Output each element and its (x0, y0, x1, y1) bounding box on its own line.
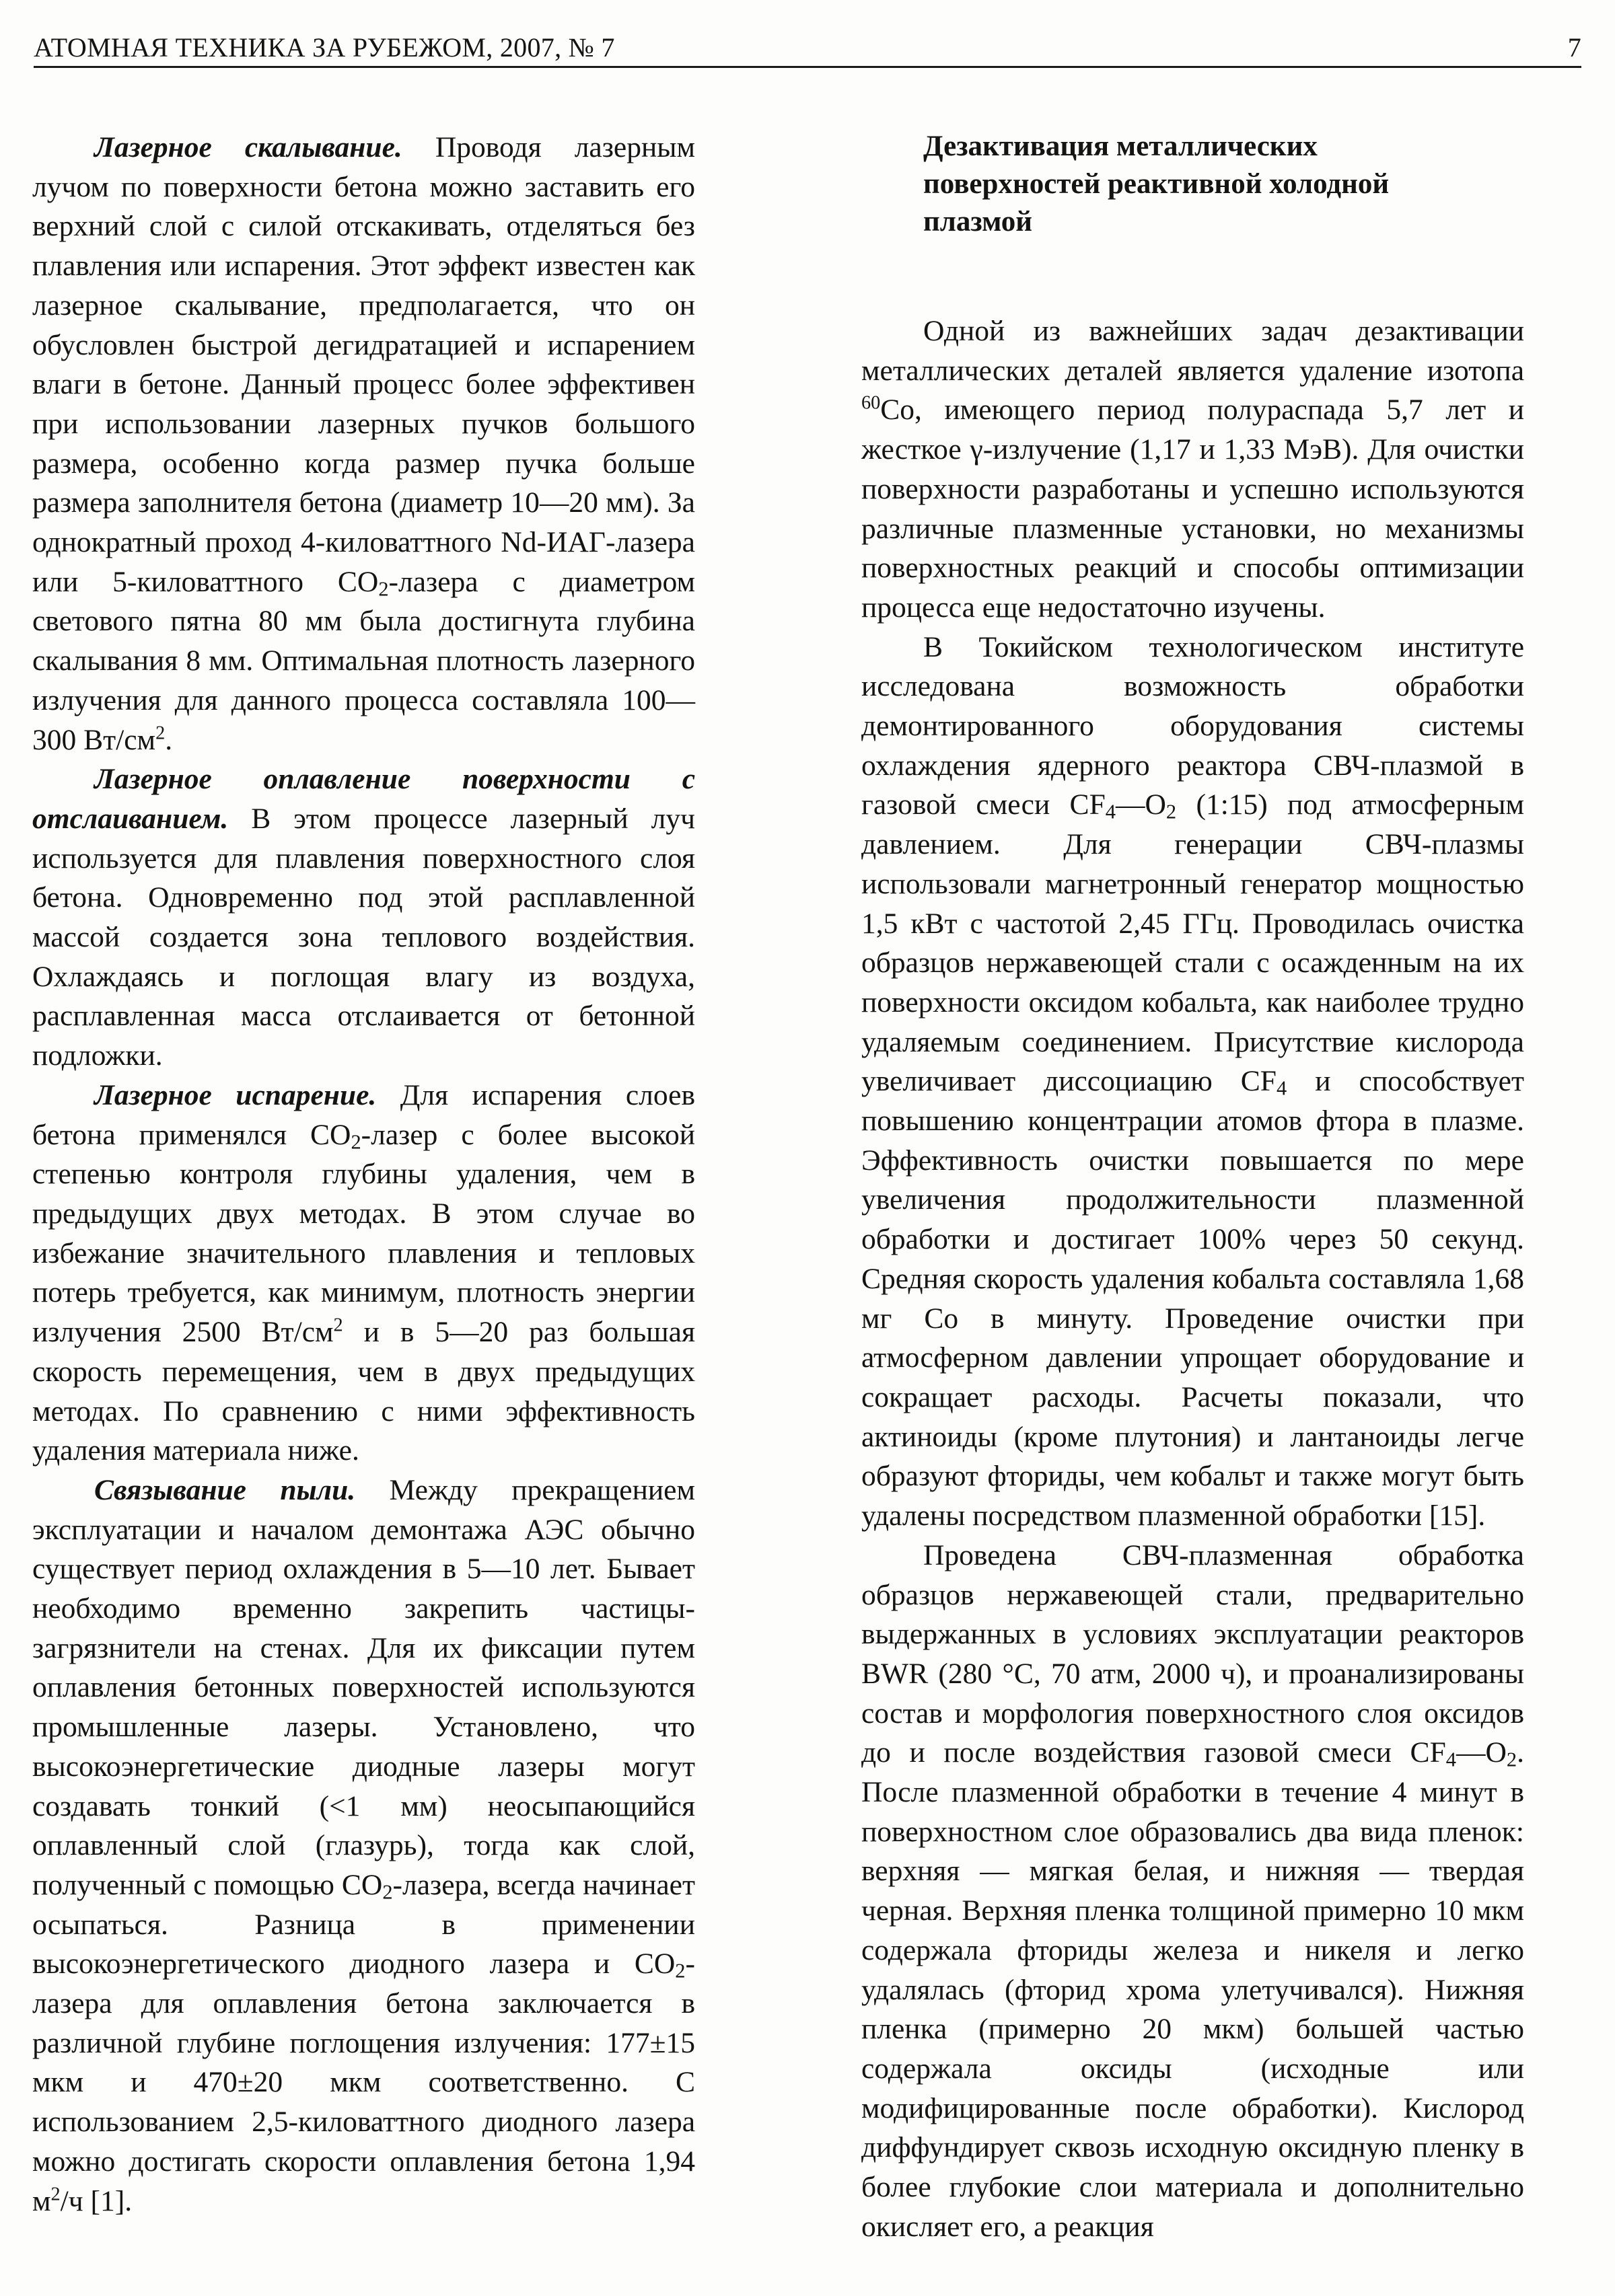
runin-heading: Связывание пыли. (94, 1473, 356, 1506)
paragraph-laser-scabbling: Лазерное скалывание. Проводя лазерным лучом по поверхности бетона можно заставить его верхний слой с силой отскакивать, отделяться без плавления или испарения. Этот эффект известен как лазерное скалывание, предполагается, что он обусловлен быстрой дегидратацией и испарением влаги в бетоне. Данный процесс более эффективен при использовании лазерных пучков большого размера, особенно когда размер пучка больше размера заполнителя бетона (диаметр 10—20 мм). За однократный проход 4-киловаттного Nd-ИАГ-лазера или 5-киловаттного $СО_2$-лазера с диаметром светового пятна 80 мм была достигнута глубина скалывания 8 мм. Оптимальная плотность лазерного излучения для данного процесса составляла 100—300 $Вт/см^2$. (32, 131, 695, 756)
runin-heading: Лазерное скалывание. (94, 131, 402, 163)
right-column (861, 128, 1524, 2246)
journal-title: АТОМНАЯ ТЕХНИКА ЗА РУБЕЖОМ, 2007, № 7 (34, 32, 615, 63)
running-header (34, 20, 1581, 68)
runin-heading: Лазерное оплавление поверхности с отслаиванием. (32, 763, 695, 835)
paragraph-tokyo-institute: В Токийском технологическом институте исследована возможность обработки демонтированного оборудования системы охлаждения ядерного реактора СВЧ-плазмой в газовой смеси $CF_4—O_2$ (1:15) под атмосферным давлением. Для генерации СВЧ-плазмы использовали магнетронный генератор мощностью 1,5 кВт с частотой 2,45 ГГц. Проводилась очистка образцов нержавеющей стали с осажденным на их поверхности оксидом кобальта, как наиболее трудно удаляемым соединением. Присутствие кислорода увеличивает диссоциацию $CF_4$ и способствует повышению концентрации атомов фтора в плазме. Эффективность очистки повышается по мере увеличения продолжительности плазменной обработки и достигает 100% через 50 секунд. Средняя скорость удаления кобальта составляла 1,68 мг Со в минуту. Проведение очистки при атмосферном давлении упрощает оборудование и сокращает расходы. Расчеты показали, что актиноиды (кроме плутония) и лантаноиды легче образуют фториды, чем кобальт и также могут быть удалены посредством плазменной обработки [15]. (861, 630, 1524, 1532)
paragraph-laser-melting-spalling: Лазерное оплавление поверхности с отслаиванием. В этом процессе лазерный луч используется для плавления поверхностного слоя бетона. Одновременно под этой расплавленной массой создается зона теплового воздействия. Охлаждаясь и поглощая влагу из воздуха, расплавленная масса отслаивается от бетонной подложки. (32, 763, 695, 1072)
paragraph-co60-removal: Одной из важнейших задач дезактивации металлических деталей является удаление изотопа $^{60}$Со, имеющего период полураспада 5,7 лет и жесткое γ-излучение (1,17 и 1,33 МэВ). Для очистки поверхности разработаны и успешно используются различные плазменные установки, но механизмы поверхностных реакций и способы оптимизации процесса еще недостаточно изучены. (861, 315, 1524, 624)
left-column (32, 128, 695, 2221)
runin-heading: Лазерное испарение. (94, 1078, 377, 1111)
section-title: Дезактивация металлических поверхностей реактивной холодной плазмой (923, 131, 1390, 237)
paragraph-microwave-plasma-treatment: Проведена СВЧ-плазменная обработка образцов нержавеющей стали, предварительно выдержанных в условиях эксплуатации реакторов BWR (280 °С, 70 атм, 2000 ч), и проанализированы состав и морфология поверхностного слоя оксидов до и после воздействия газовой смеси $CF_4—O_2$. После плазменной обработки в течение 4 минут в поверхностном слое образовались два вида пленок: верхняя — мягкая белая, и нижняя — твердая черная. Верхняя пленка толщиной примерно 10 мкм содержала фториды железа и никеля и легко удалялась (фторид хрома улетучивался). Нижняя пленка (примерно 20 мкм) большей частью содержала оксиды (исходные или модифицированные после обработки). Кислород диффундирует сквозь исходную оксидную пленку в более глубокие слои материала и дополнительно окисляет его, а реакция (861, 1539, 1524, 2243)
page-number: 7 (1567, 32, 1581, 63)
paragraph-dust-binding: Связывание пыли. Между прекращением эксплуатации и началом демонтажа АЭС обычно существует период охлаждения в 5—10 лет. Бывает необходимо временно закрепить частицы-загрязнители на стенах. Для их фиксации путем оплавления бетонных поверхностей используются промышленные лазеры. Установлено, что высокоэнергетические диодные лазеры могут создавать тонкий (<1 мм) неосыпающийся оплавленный слой (глазурь), тогда как слой, полученный с помощью $СО_2$-лазера, всегда начинает осыпаться. Разница в применении высокоэнергетического диодного лазера и $СО_2$-лазера для оплавления бетона заключается в различной глубине поглощения излучения: 177±15 мкм и 470±20 мкм соответственно. С использованием 2,5-киловаттного диодного лазера можно достигать скорости оплавления бетона 1,94 $м^2/ч$ [1]. (32, 1473, 695, 2217)
paragraph-laser-ablation: Лазерное испарение. Для испарения слоев бетона применялся $СО_2$-лазер с более высокой степенью контроля глубины удаления, чем в предыдущих двух методах. В этом случае во избежание значительного плавления и тепловых потерь требуется, как минимум, плотность энергии излучения 2500 $Вт/см^2$ и в 5—20 раз большая скорость перемещения, чем в двух предыдущих методах. По сравнению с ними эффективность удаления материала ниже. (32, 1078, 695, 1467)
